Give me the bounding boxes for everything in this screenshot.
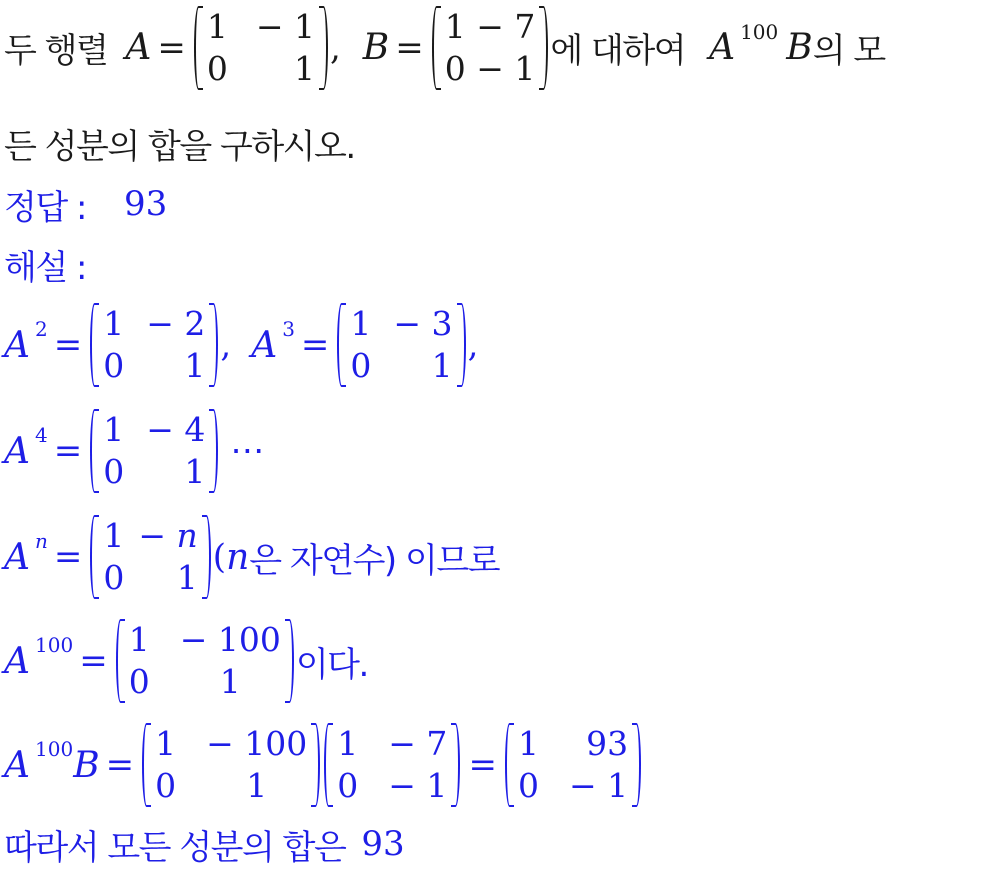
matrix-cell: 1 xyxy=(128,620,150,659)
matrix-cell: 1 xyxy=(103,516,125,555)
equals-sign: = xyxy=(53,537,83,577)
matrix-cell: − 100 xyxy=(206,724,308,763)
solution-power-100 xyxy=(4,618,993,704)
right-paren xyxy=(285,619,294,703)
problem-middle-text: 에 대하여 xyxy=(550,31,686,71)
matrix-cell: 0 xyxy=(103,346,125,385)
matrix-b-symbol: B xyxy=(786,27,813,68)
matrix-cell: 0 xyxy=(350,346,372,385)
statement-end-text: 이다. xyxy=(295,644,368,685)
left-paren xyxy=(505,723,514,807)
problem-continuation-text: 든 성분의 합을 구하시오. xyxy=(4,126,355,167)
left-paren xyxy=(194,6,203,90)
matrix-cell: 0 xyxy=(337,766,359,805)
answer-value: 93 xyxy=(123,184,168,224)
exponent: 3 xyxy=(282,317,295,341)
equals-sign: = xyxy=(53,431,83,471)
open-paren: ( xyxy=(212,537,227,577)
matrix-cell: 1 xyxy=(176,558,198,597)
matrix-a-squared xyxy=(90,303,218,387)
matrix-cell: 0 xyxy=(128,662,150,701)
left-paren xyxy=(90,409,99,493)
equals-sign: = xyxy=(300,325,330,365)
matrix-cell: 1 xyxy=(337,724,359,763)
matrix-a xyxy=(194,6,328,90)
matrix-a-symbol: A xyxy=(4,640,30,682)
right-paren xyxy=(202,515,211,599)
problem-line-1 xyxy=(4,0,993,95)
exponent: 100 xyxy=(740,19,779,44)
problem-intro-text: 두 행렬 xyxy=(4,31,108,71)
matrix-cell: 1 xyxy=(206,6,228,46)
matrix-cell: 0 xyxy=(103,452,125,491)
solution-power-4 xyxy=(4,408,993,494)
equals-sign: = xyxy=(53,325,83,365)
comma: , xyxy=(220,325,232,365)
matrix-cell: − 4 xyxy=(146,410,206,449)
matrix-cell: 1 xyxy=(517,724,539,763)
exponent: n xyxy=(35,529,48,553)
equals-sign: = xyxy=(468,745,497,785)
right-paren xyxy=(319,6,328,90)
matrix-cell: − 1 xyxy=(388,766,448,805)
exponent: 100 xyxy=(35,737,74,761)
problem-line-2 xyxy=(4,118,993,168)
matrix-cell: − n xyxy=(138,516,198,555)
matrix-cell: 1 xyxy=(246,766,268,805)
left-paren xyxy=(90,303,99,387)
equals-sign: = xyxy=(157,27,186,68)
right-paren xyxy=(209,409,218,493)
exponent: 4 xyxy=(35,423,48,447)
matrix-cell: 0 xyxy=(517,766,539,805)
matrix-a-fourth xyxy=(90,409,218,493)
conclusion-text: 따라서 모든 성분의 합은 xyxy=(4,827,346,868)
comma: , xyxy=(329,27,341,68)
natural-number-note: 은 자연수) 이므로 xyxy=(249,540,500,581)
solution-label-line xyxy=(4,240,993,288)
matrix-a-symbol: A xyxy=(4,430,30,472)
right-paren xyxy=(632,723,641,807)
matrix-a-symbol: A xyxy=(4,536,30,578)
problem-end-text: 의 모 xyxy=(812,31,885,71)
matrix-cell: − 100 xyxy=(179,620,281,659)
matrix-b-symbol: B xyxy=(362,27,390,68)
matrix-cell: 0 xyxy=(103,558,125,597)
solution-label: 해설 : xyxy=(4,247,86,288)
variable-n: n xyxy=(226,536,250,578)
matrix-row: 0 − 1 xyxy=(444,48,536,88)
matrix-row: 1 − 7 xyxy=(444,6,536,46)
comma: , xyxy=(467,325,479,365)
matrix-cell: 1 xyxy=(219,662,241,701)
matrix-a-100 xyxy=(142,723,320,807)
matrix-cell: 93 xyxy=(586,724,629,763)
matrix-cell: 1 xyxy=(103,410,125,449)
matrix-a-symbol: A xyxy=(4,324,30,366)
left-paren xyxy=(337,303,346,387)
matrix-a-n xyxy=(90,515,210,599)
left-paren xyxy=(90,515,99,599)
matrix-b xyxy=(432,6,549,90)
left-paren xyxy=(432,6,441,90)
matrix-cell: 1 xyxy=(431,346,453,385)
equals-sign: = xyxy=(395,27,424,68)
equals-sign: = xyxy=(105,745,135,785)
matrix-b-symbol: B xyxy=(73,744,100,786)
matrix-a-symbol: A xyxy=(125,27,152,68)
matrix-a-symbol: A xyxy=(709,27,736,68)
left-paren xyxy=(116,619,125,703)
conclusion-line xyxy=(4,820,993,868)
matrix-cell: 0 xyxy=(206,48,228,88)
matrix-cell: 1 xyxy=(293,48,315,88)
matrix-a-symbol: A xyxy=(251,324,278,366)
answer-line xyxy=(4,180,993,228)
right-paren xyxy=(209,303,218,387)
conclusion-value: 93 xyxy=(361,824,405,864)
matrix-cell: − 1 xyxy=(255,6,315,46)
solution-power-n xyxy=(4,514,993,600)
left-paren xyxy=(324,723,333,807)
matrix-cell: 0 xyxy=(155,766,177,805)
matrix-result xyxy=(505,723,641,807)
matrix-cell: 1 xyxy=(155,724,177,763)
right-paren xyxy=(451,723,460,807)
matrix-b xyxy=(324,723,460,807)
equals-sign: = xyxy=(79,641,108,681)
matrix-cell: 1 xyxy=(184,346,206,385)
answer-label: 정답 : xyxy=(4,187,86,228)
matrix-a-cubed xyxy=(337,303,465,387)
exponent: 100 xyxy=(35,633,74,657)
solution-product xyxy=(4,722,993,808)
matrix-a-symbol: A xyxy=(4,744,30,786)
matrix-cell: − 7 xyxy=(388,724,448,763)
right-paren xyxy=(457,303,466,387)
matrix-cell: − 3 xyxy=(393,304,453,343)
matrix-cell: 1 xyxy=(184,452,206,491)
matrix-cell: 1 xyxy=(103,304,125,343)
ellipsis: ⋯ xyxy=(230,431,265,471)
matrix-cell: − 2 xyxy=(146,304,206,343)
exponent: 2 xyxy=(35,317,48,341)
matrix-cell: 1 xyxy=(350,304,372,343)
right-paren xyxy=(311,723,320,807)
right-paren xyxy=(539,6,548,90)
left-paren xyxy=(142,723,151,807)
matrix-cell: − 1 xyxy=(568,766,629,805)
solution-powers-2-3 xyxy=(4,302,993,388)
matrix-a-100 xyxy=(116,619,294,703)
